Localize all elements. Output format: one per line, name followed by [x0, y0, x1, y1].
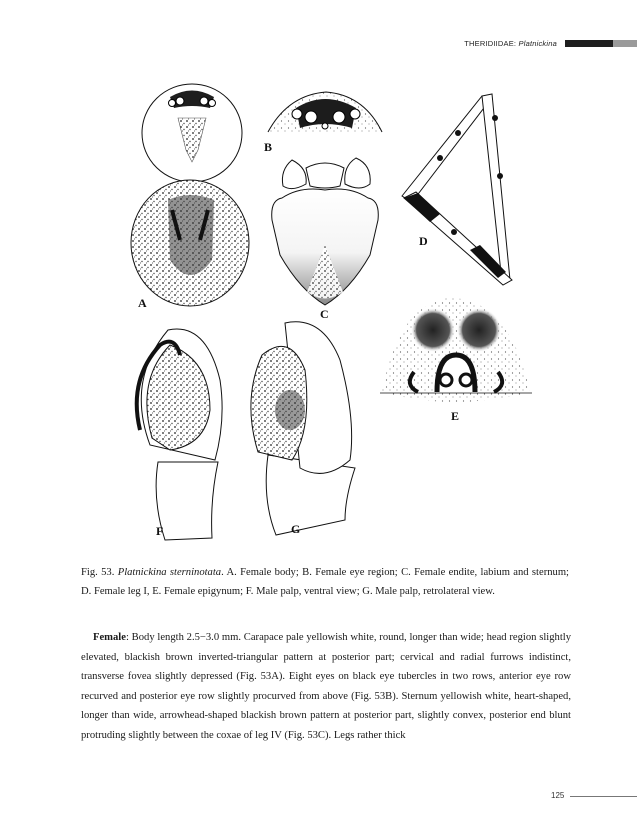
- leg-segment: [402, 96, 490, 202]
- panel-e-epigynum: [380, 298, 532, 423]
- leg-spot: [451, 229, 457, 235]
- endite-right: [345, 158, 370, 188]
- figure-caption: [81, 563, 569, 601]
- eye: [176, 97, 184, 105]
- endite-left: [282, 160, 306, 189]
- panel-letter-a: A: [138, 296, 147, 310]
- leg-spot: [455, 130, 461, 136]
- caption-species: Platnickina sterninotata: [117, 567, 222, 578]
- page-number: 125: [551, 791, 565, 800]
- eye: [169, 100, 176, 107]
- panel-letter-c: C: [320, 307, 329, 321]
- eye: [305, 111, 317, 123]
- leg-spot: [437, 155, 443, 161]
- species-description: [81, 628, 571, 746]
- copulatory-opening: [440, 374, 452, 386]
- panel-letter-g: G: [291, 522, 301, 536]
- caption-rest: . A. Female body; B. Female eye region; C. Female endite, labium and sternum; D. Female leg I, E. Female epigynum; F. Male palp, ventral view; G. Male palp, retrolateral view.: [81, 567, 569, 597]
- panel-letter-e: E: [451, 409, 460, 423]
- leg-band: [404, 193, 440, 222]
- eye: [333, 111, 345, 123]
- description-heading: Female: [93, 632, 126, 643]
- running-head-text: THERIDIIDAE: Platnickina: [464, 38, 557, 48]
- caption-lead: Fig. 53.: [81, 567, 115, 578]
- leg-spot: [497, 173, 503, 179]
- panel-letter-d: D: [419, 234, 428, 248]
- panel-g-palp-retrolateral: [251, 322, 355, 536]
- spermatheca: [457, 308, 501, 352]
- copulatory-opening: [460, 374, 472, 386]
- panel-c-sternum: [272, 158, 379, 321]
- eye: [209, 100, 216, 107]
- eye: [292, 109, 302, 119]
- description-text: : Body length 2.5−3.0 mm. Carapace pale yellowish white, round, longer than wide; head region slightly elevated, blackish brown inverted-triangular pattern at posterior part; cervical and radial furrows indistinct, transverse fovea slightly depressed (Fig. 53A). Eight eyes on black eye tubercles in two rows, anterior eye row recurved and posterior eye row slightly procurved from above (Fig. 53B). Sternum yellowish white, heart-shaped, longer than wide, arrowhead-shaped blackish brown pattern at posterior part, slightly convex, posterior end blunt protruding slightly between the coxae of leg IV (Fig. 53C). Legs rather thick: [81, 632, 571, 741]
- panel-letter-f: F: [156, 524, 164, 538]
- eye: [200, 97, 208, 105]
- panel-d-leg: [402, 94, 512, 285]
- palp-femur: [156, 462, 218, 540]
- panel-b-eye-region: [264, 92, 382, 154]
- eye: [322, 123, 328, 129]
- spermatheca: [411, 308, 455, 352]
- bulb-shade: [275, 390, 305, 430]
- panel-a-female-body: [131, 84, 249, 310]
- eye: [350, 109, 360, 119]
- leg-spot: [492, 115, 498, 121]
- labium: [306, 163, 344, 188]
- page-number-rule: [570, 796, 637, 797]
- abdomen-pattern: [168, 195, 214, 275]
- panel-f-palp-ventral: [137, 329, 222, 540]
- panel-letter-b: B: [264, 140, 273, 154]
